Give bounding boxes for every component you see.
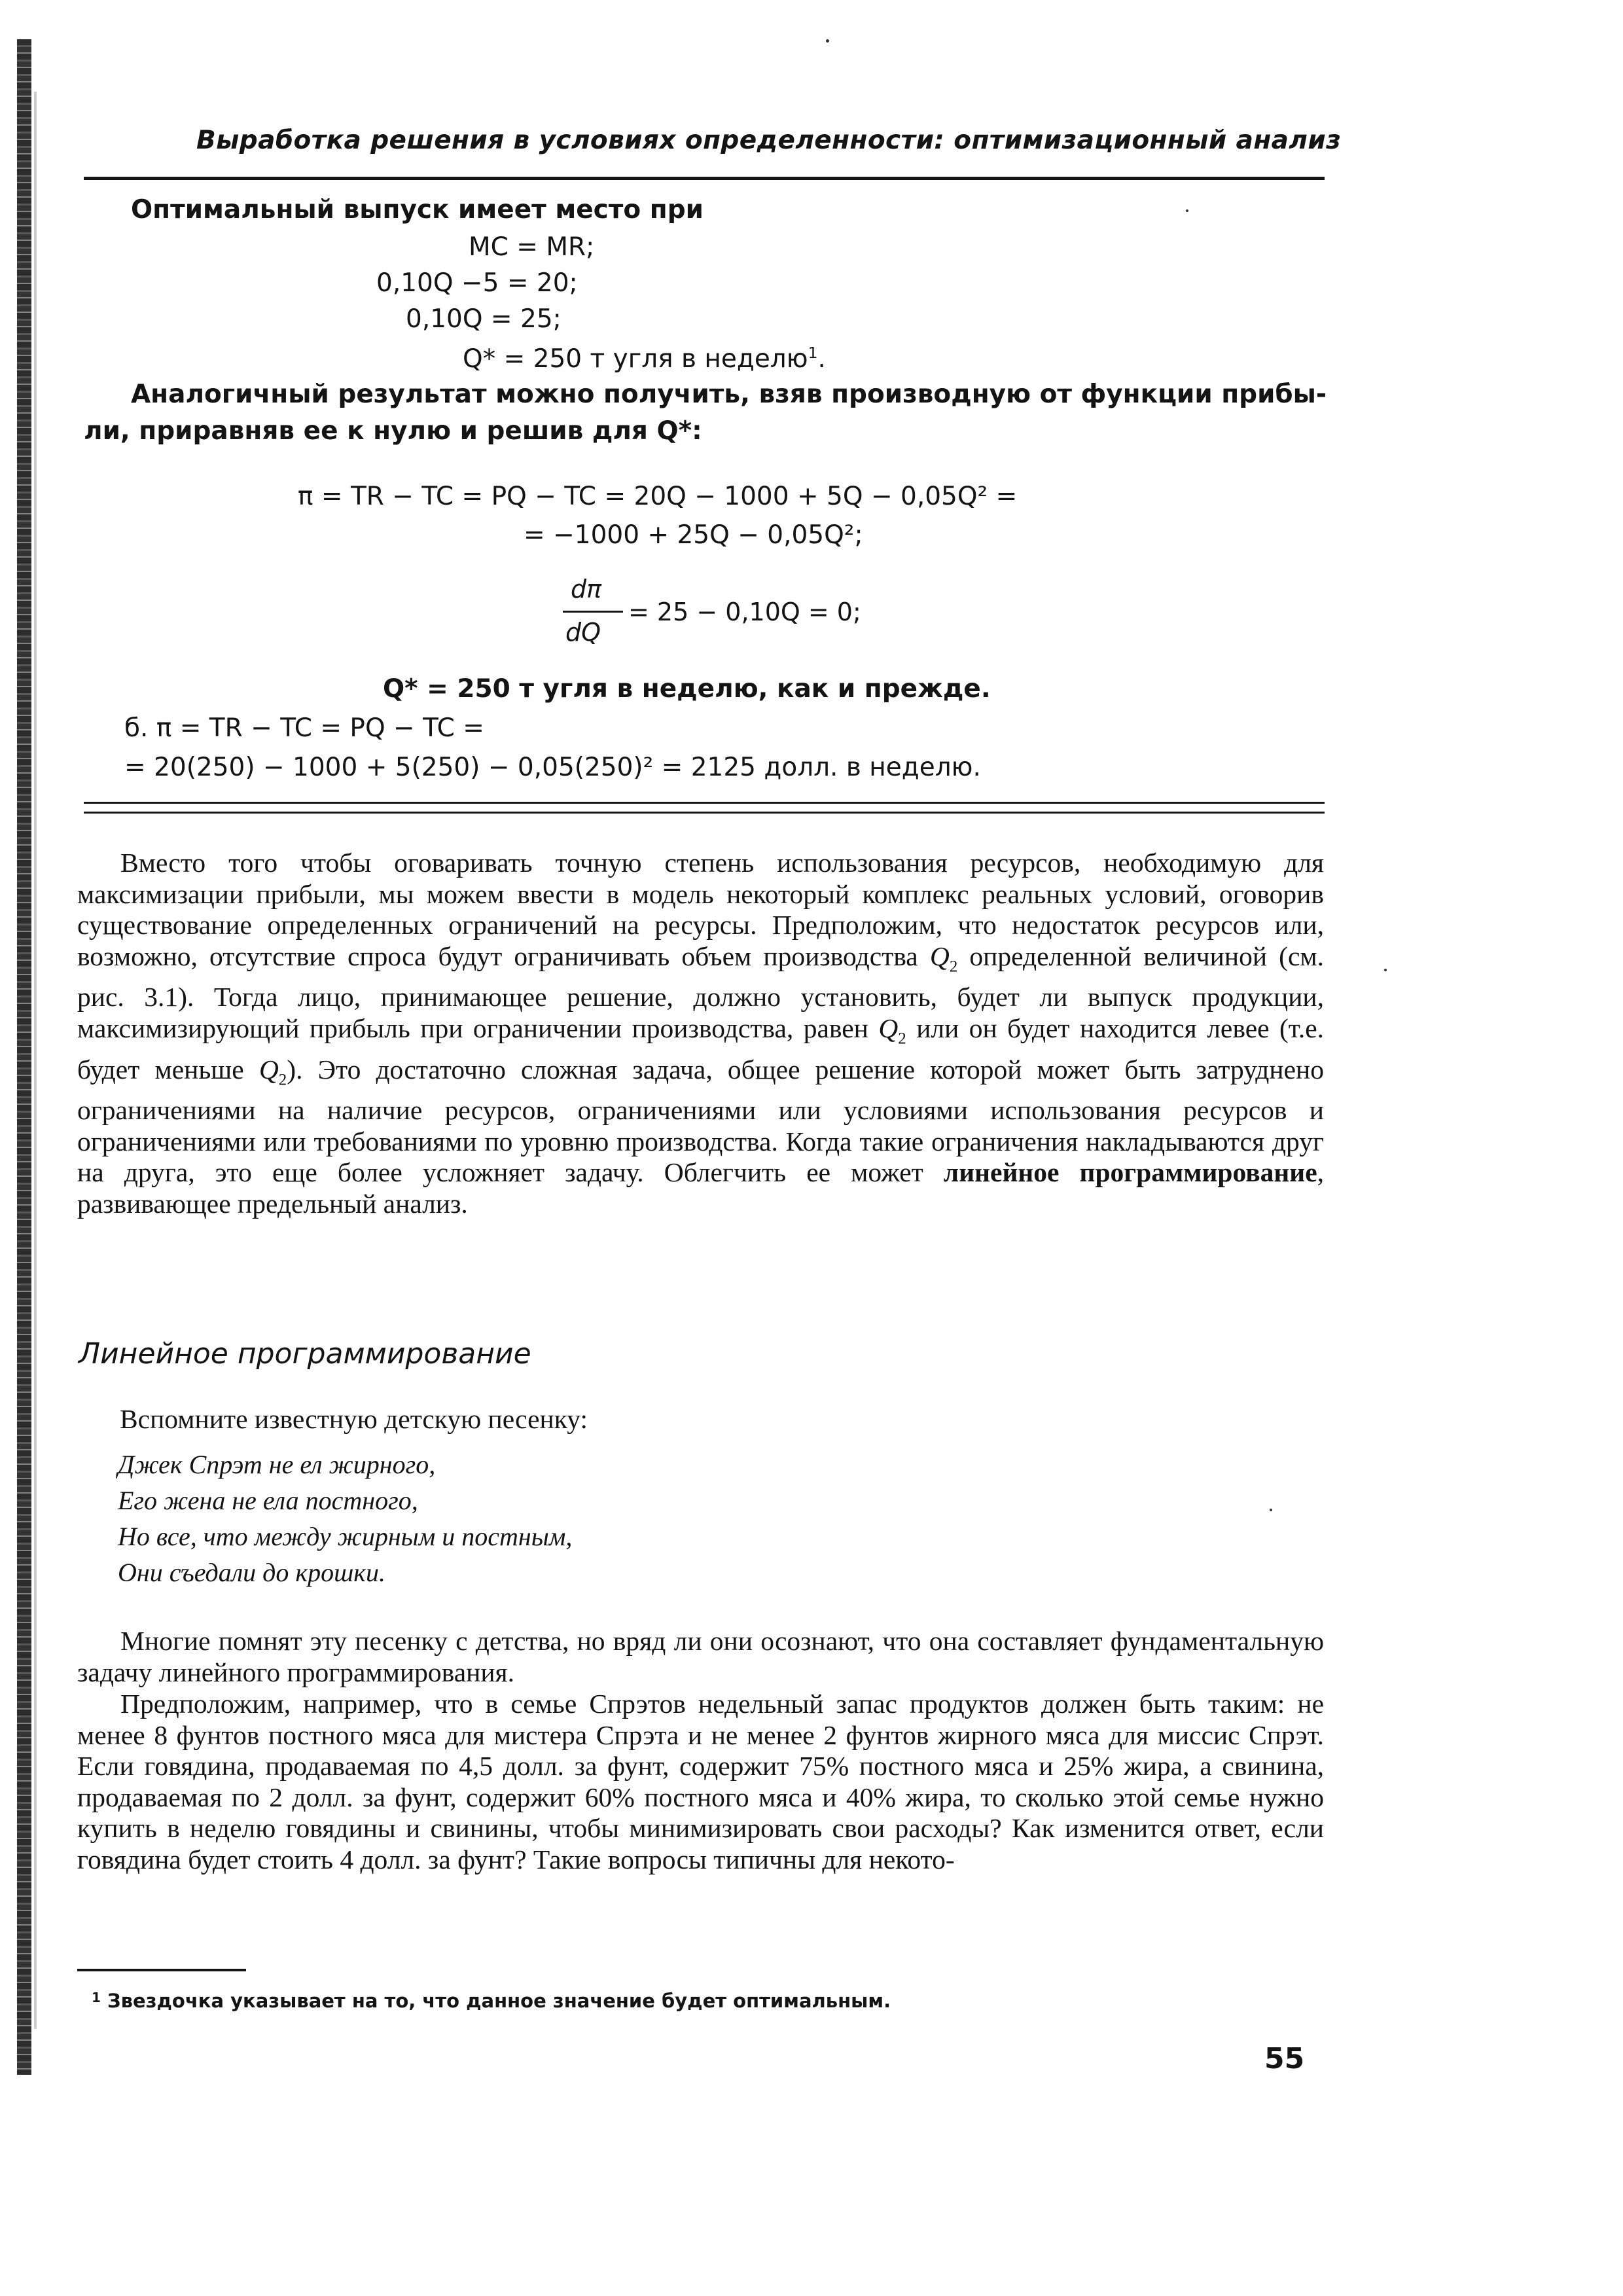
derivative-denominator: dQ: [565, 618, 601, 647]
footnote-rule: [77, 1969, 246, 1971]
derivative-rhs: = 25 − 0,10Q = 0;: [628, 598, 861, 626]
paragraph-sprat-problem: Предположим, например, что в семье Спрэтов недельный запас продуктов должен быть таким: не менее 8 фунтов постного мяса для мистера Спрэта и не менее 2 фунтов жирного мяса для миссис Спрэт. Если говядина, продаваемая по 4,5 долл. за фунт, содержит 75% постного мяса и 25% жира, а свинина, продаваемая по 2 долл. за фунт, содержит 60% постного мяса и 40% жира, то сколько этой семье нужно купить в неделю говядины и свинины, чтобы минимизировать свои расходы? Как изменится ответ, если говядина будет стоить 4 долл. за фунт? Такие вопросы типичны для некото-: [77, 1689, 1324, 1874]
derivative-intro-line2: ли, приравняв ее к нулю и решив для Q*:: [84, 416, 702, 446]
footnote-mark: 1: [92, 1990, 101, 2005]
derivative-numerator: dπ: [571, 575, 601, 603]
para1-part-c: или он будет находится левее (т.е. будет меньше: [77, 1013, 1324, 1085]
verse-line: Они съедали до крошки.: [118, 1558, 386, 1587]
footnote-ref: 1: [808, 344, 818, 362]
verse-line: Но все, что между жирным и постным,: [118, 1522, 573, 1551]
part-b-line1: б. π = TR − TC = PQ − TC =: [124, 713, 484, 743]
section-rule-2: [84, 812, 1325, 814]
verse-line: Джек Спрэт не ел жирного,: [118, 1450, 436, 1479]
q2-subscript: 2: [898, 1030, 906, 1048]
section-heading: Линейное программирование: [79, 1337, 531, 1371]
scan-speck: [826, 39, 829, 43]
q2-subscript: 2: [278, 1070, 287, 1088]
song-verse: [118, 1446, 572, 1590]
optimum-intro: Оптимальный выпуск имеет место при: [131, 195, 704, 224]
header-rule: [84, 177, 1325, 180]
scan-edge-shadow: [17, 39, 31, 2075]
paragraph-song-remark: Многие помнят эту песенку с детства, но вряд ли они осознают, что она составляет фундаментальную задачу линейного программирования.: [77, 1626, 1324, 1687]
footnote: [92, 1990, 891, 2012]
song-intro: Вспомните известную детскую песенку:: [120, 1404, 588, 1434]
result-line: Q* = 250 т угля в неделю, как и прежде.: [383, 674, 991, 704]
equation-optimum: [463, 344, 826, 374]
page-number: 55: [1264, 2042, 1305, 2075]
profit-simplified: = −1000 + 25Q − 0,05Q²;: [524, 520, 863, 550]
paragraph-resources: [77, 848, 1324, 1219]
derivative-intro-line1: Аналогичный результат можно получить, взяв производную от функции прибы-: [131, 380, 1327, 409]
equation-step-2: 0,10Q = 25;: [406, 304, 562, 334]
scan-speck: [1384, 969, 1387, 971]
part-b-line2: = 20(250) − 1000 + 5(250) − 0,05(250)² = 2125 долл. в неделю.: [124, 753, 981, 782]
optimum-value: Q* = 250 т угля в неделю: [463, 344, 808, 374]
q2-symbol: Q: [929, 941, 950, 971]
fraction-bar: [563, 611, 623, 613]
section-rule-1: [84, 802, 1325, 804]
para1-part-a: Вместо того чтобы оговаривать точную степень использования ресурсов, необходимую для максимизации прибыли, мы можем ввести в модель некоторый комплекс реальных условий, оговорив существование определенных ограничений на ресурсы. Предположим, что недостаток ресурсов или, возможно, отсутствие спроса будут ограничивать объем производства: [77, 848, 1324, 971]
running-header: Выработка решения в условиях определенности: оптимизационный анализ: [196, 126, 1342, 155]
q2-symbol: Q: [878, 1013, 899, 1043]
footnote-text: Звездочка указывает на то, что данное значение будет оптимальным.: [107, 1990, 891, 2012]
optimum-period: .: [817, 344, 826, 374]
equation-step-1: 0,10Q −5 = 20;: [376, 268, 578, 298]
profit-function: π = TR − TC = PQ − TC = 20Q − 1000 + 5Q − 0,05Q² =: [298, 482, 1018, 511]
para1-part-e: , развивающее предельный анализ.: [77, 1157, 1324, 1219]
para1-part-b: определенной величиной (см. рис. 3.1). Тогда лицо, принимающее решение, должно установить, будет ли выпуск продукции, максимизирующий прибыль при ограничении производства, равен: [77, 941, 1325, 1043]
scan-speck: [1186, 209, 1188, 212]
scan-edge-line: [34, 92, 37, 2029]
q2-subscript: 2: [949, 957, 958, 975]
equation-mc-mr: MC = MR;: [469, 232, 595, 262]
scan-speck: [1270, 1509, 1272, 1511]
verse-line: Его жена не ела постного,: [118, 1486, 418, 1515]
para1-part-d: ). Это достаточно сложная задача, общее решение которой может быть затруднено ограничениями на наличие ресурсов, ограничениями или условиями использования ресурсов и ограничениями или требованиями по уровню производства. Когда такие ограничения накладываются друг на друга, это еще более усложняет задачу. Облегчить ее может: [77, 1054, 1324, 1188]
q2-symbol: Q: [259, 1054, 279, 1085]
term-linear-programming: линейное программирование: [943, 1157, 1317, 1188]
